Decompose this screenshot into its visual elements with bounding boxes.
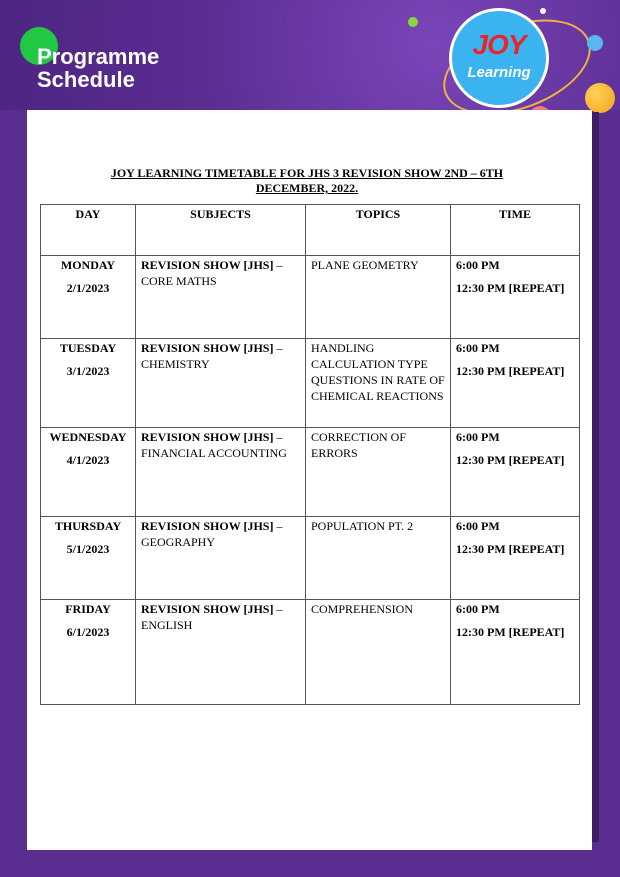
day-name: THURSDAY — [54, 519, 122, 533]
header-subjects: SUBJECTS — [136, 205, 306, 256]
time-cell — [451, 339, 580, 428]
green-ball-decoration — [408, 17, 418, 27]
time-primary: 6:00 PM — [456, 519, 500, 533]
time-cell — [451, 256, 580, 339]
subject-cell — [136, 600, 306, 705]
subject-name: – ENGLISH — [141, 602, 283, 632]
subject-show-name: REVISION SHOW [JHS] — [141, 430, 274, 444]
time-primary: 6:00 PM — [456, 341, 500, 355]
day-date: 4/1/2023 — [66, 453, 110, 467]
day-date: 5/1/2023 — [66, 542, 110, 556]
day-name: TUESDAY — [59, 341, 117, 355]
day-date: 3/1/2023 — [66, 364, 110, 378]
topic-cell: COMPREHENSION — [306, 600, 451, 705]
subject-name: – GEOGRAPHY — [141, 519, 283, 549]
subject-show-name: REVISION SHOW [JHS] — [141, 258, 274, 272]
header-time: TIME — [451, 205, 580, 256]
day-name: MONDAY — [60, 258, 116, 272]
subject-name: – FINANCIAL ACCOUNTING — [141, 430, 287, 460]
day-cell — [41, 428, 136, 517]
header-topics: TOPICS — [306, 205, 451, 256]
time-repeat: 12:30 PM [REPEAT] — [456, 625, 565, 639]
blue-ball-decoration — [587, 35, 603, 51]
subject-name: – CORE MATHS — [141, 258, 283, 288]
time-primary: 6:00 PM — [456, 602, 500, 616]
timetable-title-line-1: JOY LEARNING TIMETABLE FOR JHS 3 REVISION SHOW 2ND – 6TH — [110, 166, 504, 180]
day-cell — [41, 517, 136, 600]
timetable-title — [87, 166, 527, 196]
time-repeat: 12:30 PM [REPEAT] — [456, 281, 565, 295]
time-primary: 6:00 PM — [456, 258, 500, 272]
time-cell — [451, 428, 580, 517]
table-row — [41, 256, 580, 339]
day-cell — [41, 600, 136, 705]
table-header-row — [41, 205, 580, 256]
title-line-1: Programme — [37, 44, 160, 69]
day-name: WEDNESDAY — [49, 430, 127, 444]
subject-cell — [136, 339, 306, 428]
topic-cell: HANDLING CALCULATION TYPE QUESTIONS IN RATE OF CHEMICAL REACTIONS — [306, 339, 451, 428]
logo-learning-text: Learning — [467, 64, 531, 81]
orange-ball-decoration — [585, 83, 615, 113]
table-row — [41, 517, 580, 600]
table-row — [41, 600, 580, 705]
time-repeat: 12:30 PM [REPEAT] — [456, 364, 565, 378]
logo-badge — [449, 8, 549, 108]
topic-cell: POPULATION PT. 2 — [306, 517, 451, 600]
timetable-table — [40, 204, 580, 705]
day-date: 6/1/2023 — [66, 625, 110, 639]
subject-show-name: REVISION SHOW [JHS] — [141, 519, 274, 533]
time-repeat: 12:30 PM [REPEAT] — [456, 453, 565, 467]
sheet-shadow — [591, 112, 599, 842]
topic-cell: CORRECTION OF ERRORS — [306, 428, 451, 517]
subject-show-name: REVISION SHOW [JHS] — [141, 341, 274, 355]
subject-name: – CHEMISTRY — [141, 341, 283, 371]
subject-cell — [136, 256, 306, 339]
table-row — [41, 428, 580, 517]
header-day: DAY — [41, 205, 136, 256]
table-row — [41, 339, 580, 428]
time-repeat: 12:30 PM [REPEAT] — [456, 542, 565, 556]
time-primary: 6:00 PM — [456, 430, 500, 444]
time-cell — [451, 517, 580, 600]
programme-schedule-title — [37, 45, 159, 91]
timetable-title-line-2: DECEMBER, 2022. — [255, 181, 359, 195]
subject-cell — [136, 517, 306, 600]
subject-show-name: REVISION SHOW [JHS] — [141, 602, 274, 616]
day-cell — [41, 256, 136, 339]
day-date: 2/1/2023 — [66, 281, 110, 295]
document-sheet — [27, 110, 592, 850]
title-line-2: Schedule — [37, 67, 135, 92]
subject-cell — [136, 428, 306, 517]
topic-cell: PLANE GEOMETRY — [306, 256, 451, 339]
logo-joy-text: JOY — [472, 29, 526, 60]
day-cell — [41, 339, 136, 428]
white-dot-decoration — [540, 8, 546, 14]
day-name: FRIDAY — [65, 602, 111, 616]
time-cell — [451, 600, 580, 705]
